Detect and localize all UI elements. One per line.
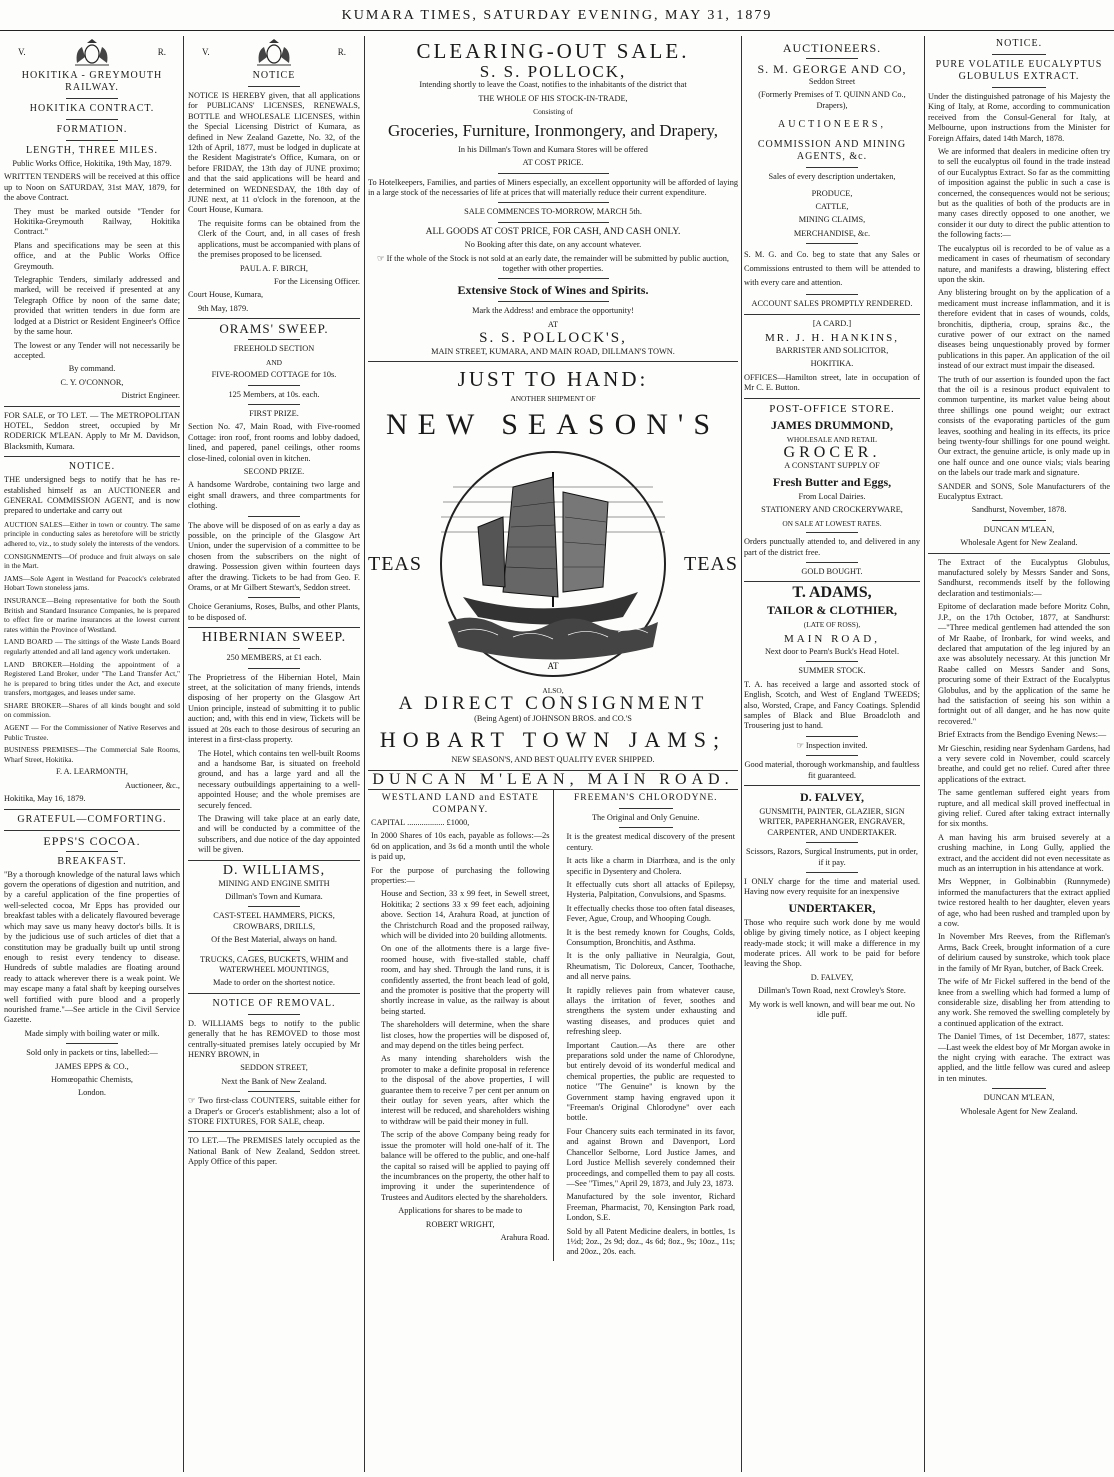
lowest-rates: ON SALE AT LOWEST RATES. xyxy=(782,518,882,528)
shares: In 2000 Shares of 10s each, payable as follows:—2s 6d on application, and 3s 6d a month until the whole is paid up, xyxy=(371,831,550,862)
epps-company: JAMES EPPS & CO., xyxy=(55,1061,129,1071)
gold-bought: GOLD BOUGHT. xyxy=(801,566,863,576)
euca-para: In November Mrs Reeves, from the Rifleman's Arms, Back Creek, brought information of a cure of delirium caused by sunstroke, which took place in the family of Mr Ryan, butcher, of Back Creek. xyxy=(938,932,1110,973)
list-item: AUCTION SALES—Either in town or country. The same principle in conducting sales as heretofore will be strictly adhered to, viz., to study solely the interests of the vendors. xyxy=(4,519,180,548)
freeman-ad xyxy=(554,790,739,1261)
apply: Applications for shares to be made to xyxy=(398,1206,523,1216)
wholesale-agent: Wholesale Agent for New Zealand. xyxy=(960,538,1078,548)
masthead: KUMARA TIMES, SATURDAY EVENING, MAY 31, 1879 xyxy=(0,2,1114,31)
new-seasons: NEW SEASON'S xyxy=(385,407,721,441)
list-item: JAMS—Sole Agent in Westland for Peacock's celebrated Hobart Town stoneless jams. xyxy=(4,573,180,593)
breakfast-title: BREAKFAST. xyxy=(57,855,127,867)
railway-title: HOKITIKA - GREYMOUTH RAILWAY. xyxy=(21,70,163,93)
clearing-sale-title: CLEARING-OUT SALE. xyxy=(416,39,690,63)
mark-address: Mark the Address! and embrace the opportunity! xyxy=(472,306,634,316)
chinese-junk-ship-icon xyxy=(433,447,673,682)
local-dairies: From Local Dairies. xyxy=(798,491,866,501)
hibernian-members: 250 MEMBERS, at £1 each. xyxy=(226,653,322,663)
royal-arms-header xyxy=(4,36,180,68)
auctioneers: AUCTIONEERS, xyxy=(778,119,886,131)
disposal-body: The above will be disposed of on as early a day as possible, on the principle of the Glasgow Art Union, under the supervision of a committee to be chosen from the subscribers on the night of drawing. Possession given within fourteen days after the drawing. Tickets to be had from Geo. F. Orams, or at Mr Gilbert Stewart's, Seddon street. xyxy=(188,520,360,593)
euca-para: The truth of our assertion is founded upon the fact that the oil is a resinous product equivalent to common turpentine, its market value being about three shillings one pound weight; our extract consists of the evaporating particles of the gum leaves, soothing and healing in its effects, its price being twenty-four shillings for one pound weight. Our extract, the genuine article, is only made up in one half ounce and one ounce vials; vials bearing on the labels our trade mark and signature. xyxy=(938,374,1110,478)
my-work: My work is well known, and will bear me out. No idle puff. xyxy=(749,999,915,1020)
card: [A CARD.] xyxy=(812,318,852,328)
duncan-mclean: DUNCAN M'LEAN, MAIN ROAD. xyxy=(372,770,734,788)
no-booking: No Booking after this date, on any account whatever. xyxy=(464,240,642,250)
ship-at-label: AT xyxy=(547,660,559,671)
hibernian-body: The Hotel, which contains ten well-built Rooms and a handsome Bar, is situated on freehold ground, and has a large yard and all the necessary outbuildings appertaining to a well-appointed House; and the whole premises are securely fenced. xyxy=(198,748,360,810)
freeman-point: It effectually cuts short all attacks of Epilepsy, Hysteria, Palpitation, Convulsions, and Spasms. xyxy=(566,879,735,900)
counters-ad xyxy=(188,1096,360,1127)
agent: (Being Agent) of JOHNSON BROS. and CO.'S xyxy=(474,713,632,723)
two-column-section xyxy=(368,790,738,1261)
commission: COMMISSION AND MINING AGENTS, &c. xyxy=(757,139,907,163)
williams-addr: Dillman's Town and Kumara. xyxy=(225,891,323,901)
birch-name: PAUL A. F. BIRCH, xyxy=(240,263,308,273)
list-item: CONSIGNMENTS—Of produce and fruit always on sale in the Mart. xyxy=(4,551,180,571)
duncan: DUNCAN M'LEAN, xyxy=(983,1093,1055,1103)
list-item: LAND BOARD — The sittings of the Waste Lands Board regularly attended and all land agency work undertaken. xyxy=(4,637,180,656)
column-2 xyxy=(188,36,360,1472)
undertaker: UNDERTAKER, xyxy=(788,900,876,915)
next-bank: Next the Bank of New Zealand. xyxy=(221,1076,327,1086)
formerly: (Formerly Premises of T. QUINN AND Co., Drapers), xyxy=(758,90,906,110)
purpose: For the purpose of purchasing the following properties:— xyxy=(371,865,550,885)
euca-para: Epitome of declaration made before Moritz Cohn, J.P., on the 17th October, 1877, at Sandhurst:—"Three medical gentlemen had attended the son of Mr Raabe, of Ironbark, for wind weeks, and declared that amputation of the leg injured by an axe was absolutely necessary. At this junction Mr Raabe called on Messrs Sander and Sons, procuring some of their Extract of the Eucalyptus Globulus, and by the application of the same he had the satisfaction of seeing his son within a fortnight out of all danger, and he has now quite recovered." xyxy=(938,602,1110,726)
produce: PRODUCE, xyxy=(811,188,853,198)
merchandise: MERCHANDISE, &c. xyxy=(793,228,871,238)
royal-arms-header xyxy=(188,36,360,68)
capital: CAPITAL .................. £1000, xyxy=(371,817,470,827)
smg-body: S. M. G. and Co. beg to state that any Sales or Commissions entrusted to them will be attended to with every care and attention. xyxy=(744,250,920,288)
wholesale-retail: WHOLESALE AND RETAIL xyxy=(786,434,878,444)
birch-title: For the Licensing Officer. xyxy=(273,276,360,286)
epps-title: EPPS'S COCOA. xyxy=(43,833,141,848)
orams-sweep-title: ORAMS' SWEEP. xyxy=(219,321,329,337)
column-3 xyxy=(368,36,738,1472)
list-item: INSURANCE—Being representative for both the South British and Standard Insurance Companies, he is prepared to effect fire or marine insurances at the lowest current rates within the Province of Westland. xyxy=(4,595,180,634)
another-shipment: ANOTHER SHIPMENT OF xyxy=(510,394,596,404)
freeman-point: It is the greatest medical discovery of the present century. xyxy=(566,832,735,852)
column-rule xyxy=(183,36,184,1472)
hibernian-body: The Proprietress of the Hibernian Hotel, Main street, at the solicitation of many friends, intends disposing of her property on the Glasgow Art Union principle, instead of submitting it to public auction; and, with this end in view, Tickets will be issued at 20s each to those desirous of securing an interest in a first-class property. xyxy=(188,672,360,745)
epps-body: "By a thorough knowledge of the natural laws which govern the operations of digestion and nutrition, and by a careful application of the fine properties of well-selected cocoa, Mr Epps has provided our breakfast tables with a delicately flavoured beverage which may save us many heavy doctor's bills. It is by the judicious use of such articles of diet that a constitution may be gradually built up until strong enough to resist every tendency to disease. Hundreds of subtle maladies are floating around ready to attack wherever there is a weak point. We may escape many a fatal shaft by keeping ourselves well fortified with pure blood and a properly nourished frame."—See article in the Civil Service Gazette. xyxy=(4,869,180,1025)
euca-para: Any blistering brought on by the application of a medicament must increase inflammation, and it is therefore evident that in cases of wounds, colds, bronchitis, diptheria, croup, sprains &c., the curative power of our extract on the named diseases being unquestionably proved by former publications in this paper. An application of the oil instead of our extract must impair the diseased. xyxy=(938,288,1110,371)
main-street: MAIN STREET, KUMARA, AND MAIN ROAD, DILLMAN'S TOWN. xyxy=(431,346,675,356)
westland-ad xyxy=(368,790,554,1261)
teas-right: TEAS xyxy=(684,552,738,575)
consisting: Consisting of xyxy=(533,107,573,117)
main-road: MAIN ROAD, xyxy=(784,632,880,645)
licensing-notice: NOTICE IS HEREBY given, that all applications for PUBLICANS' LICENSES, RENEWALS, BOTTLE and WHOLESALE LICENSES, within the Special Licensing District of Kumara, as defined in New Zealand Gazette, No. 32, of the 12th of April, 1877, must be lodged in duplicate at the Resident Magistrate's Office, Kumara, on or before FRIDAY, the 13th day of JUNE proximo; and that the said applications will be heard and determined on WEDNESDAY, the 18th day of JUNE next, at 11 o'clock in the forenoon, at the Court House, Kumara. xyxy=(188,91,360,215)
next-door: Next door to Pearn's Buck's Head Hotel. xyxy=(764,646,900,656)
just-to-hand: JUST TO HAND: xyxy=(457,367,649,392)
column-1 xyxy=(4,36,180,1472)
adams-body: T. A. has received a large and assorted stock of English, Scotch, and West of England TWEEDS; also, Worsted, Crape, and Fancy Coatings. Splendid samples of Black and Blue Broadcloth and Trousering just to hand. xyxy=(744,679,920,731)
learmonth-name: F. A. LEARMONTH, xyxy=(56,767,128,777)
scrip: The scrip of the above Company being ready for issue the promoter will hold one-half of it. The balance will be offered to the public, and one-half the capital so raised will be applied to paying off the incumbrances on the property, the other half to improving it under the superintendence of Trustees and Auditors elected by the shareholders. xyxy=(381,1130,550,1202)
euca-para: The same gentleman suffered eight years from rupture, and all medical skill proved ineffectual in giving relief. Cured after taking extract internally for six months. xyxy=(938,788,1110,829)
falvey-trades: GUNSMITH, PAINTER, GLAZIER, SIGN WRITER, PAPERHANGER, ENGRAVER, CARPENTER, AND UNDERTAKER. xyxy=(759,806,905,837)
second-prize-body: A handsome Wardrobe, containing two large and eight small drawers, and three compartments for clothing. xyxy=(188,480,360,511)
stationery: STATIONERY AND CROCKERYWARE, xyxy=(761,505,903,515)
williams-goods: CAST-STEEL HAMMERS, PICKS, CROWBARS, DRILLS, xyxy=(213,911,335,931)
vr-left: V. xyxy=(18,46,26,57)
office-date: Public Works Office, Hokitika, 19th May, 1879. xyxy=(12,159,172,168)
many-intending: As many intending shareholders wish the promoter to make a definite proposal in reference to the disposal of the above properties, I will guarantee them to receive 7 per cent per annum on their outlay for seven years, after which the interest will be reduced, and shareholders wishing to withdraw will be paid their money in full. xyxy=(381,1054,550,1126)
allotments: On one of the allotments there is a large five-roomed house, with five-stalled stable, chaff room, and hay shed. Through the land runs, it is confidently asserted, the front beach lead of gold, and the promoter is positive that the property will shortly increase in value, as the railway is about being started. xyxy=(381,944,550,1016)
sales: Sales of every description undertaken, xyxy=(768,172,896,182)
inspection-text: Inspection invited. xyxy=(805,740,868,750)
members: 125 Members, at 10s. each. xyxy=(228,389,320,399)
all-goods: ALL GOODS AT COST PRICE, FOR CASH, AND CASH ONLY. xyxy=(425,226,681,237)
account-sales: ACCOUNT SALES PROMPTLY RENDERED. xyxy=(751,299,913,309)
length-title: LENGTH, THREE MILES. xyxy=(25,145,159,156)
royal-crest-icon xyxy=(67,37,117,67)
williams-order: Made to order on the shortest notice. xyxy=(213,978,335,988)
tailor-clothier: TAILOR & CLOTHIER, xyxy=(766,603,898,618)
groceries-title: Groceries, Furniture, Ironmongery, and Drapery, xyxy=(387,120,719,140)
williams-trade: MINING AND ENGINE SMITH xyxy=(218,878,330,888)
orders: Orders punctually attended to, and delivered in any part of the district free. xyxy=(744,537,920,557)
freeman-point: It effectually checks those too often fatal diseases, Fever, Ague, Croup, and Whooping Cough. xyxy=(566,903,735,924)
hibernian-title: HIBERNIAN SWEEP. xyxy=(201,630,347,646)
pollock-intend: Intending shortly to leave the Coast, notifies to the inhabitants of the district that xyxy=(419,80,687,90)
sander: SANDER and SONS, Sole Manufacturers of the Eucalyptus Extract. xyxy=(938,481,1110,502)
george-title: S. M. GEORGE AND CO, xyxy=(757,62,907,76)
adams: T. ADAMS, xyxy=(792,584,872,602)
williams-goods: TRUCKS, CAGES, BUCKETS, WHIM and WATERWHEEL MOUNTINGS, xyxy=(199,954,349,974)
grocer: GROCER. xyxy=(783,444,881,462)
euca-para: Mrs Weppner, in Golbinabbin (Runnymede) informed the manufacturers that the extract applied twice restored health to her daughter, eleven years of age, who had been rushed and trampled upon by a cow. xyxy=(938,877,1110,929)
seddon-street: Seddon Street xyxy=(808,77,856,86)
teas-ship-block xyxy=(368,447,738,682)
hobart-jams: HOBART TOWN JAMS; xyxy=(379,727,727,753)
first-prize: FIRST PRIZE. xyxy=(249,408,299,418)
drummond: JAMES DRUMMOND, xyxy=(771,417,893,432)
at: AT xyxy=(547,319,559,329)
westland-title: WESTLAND LAND and ESTATE COMPANY. xyxy=(381,792,539,815)
those-require: Those who require such work done by me would oblige by giving timely notice, as I object keeping ready-made stock; it will make a difference in my moderate prices. All work to be paid for before leaving the Shop. xyxy=(744,917,920,969)
tender-body: Plans and specifications may be seen at this office, and at the Public Works Office Greymouth. xyxy=(14,240,180,271)
five-roomed: FIVE-ROOMED COTTAGE for 10s. xyxy=(211,370,337,380)
euca-para: The eucalyptus oil is recorded to be of value as a medicament in cases of rheumatism of secondary nature, and manifests a drawing, blistering effect upon the skin. xyxy=(938,243,1110,284)
list-item: BUSINESS PREMISES—The Commercial Sale Rooms, Wharf Street, Hokitika. xyxy=(4,745,180,764)
freeman-point: Important Caution.—As there are other preparations sold under the name of Chlorodyne, but entirely devoid of its wonderful medical and chemical properties, the public are requested to notice "The Genuine" is known by the Government stamp having engraved upon it "Freeman's Original Chlorodyne" over each bottle. xyxy=(566,1040,735,1123)
services-list xyxy=(4,520,180,765)
epps-company: London. xyxy=(78,1088,106,1098)
wines-title: Extensive Stock of Wines and Spirits. xyxy=(457,283,649,298)
to-let-ad: TO LET.—The PREMISES lately occupied as the National Bank of New Zealand, Seddon street. Apply Office of this paper. xyxy=(188,1136,360,1167)
dillman-road: Dillman's Town Road, next Crowley's Store. xyxy=(758,986,906,996)
royal-crest-icon xyxy=(249,37,299,67)
stores: In his Dillman's Town and Kumara Stores will be offered xyxy=(458,144,648,154)
freeman-point: It is the only palliative in Neuralgia, Gout, Rheumatism, Tic Doloreux, Cancer, Toothache, and all nerve pains. xyxy=(566,951,735,982)
williams-title: D. WILLIAMS, xyxy=(222,862,326,878)
column-rule xyxy=(364,36,365,1472)
euca-para: Mr Gieschin, residing near Sydenham Gardens, had a very severe cold in November, could scarcely breathe, and could get no relief. Cured after three applications of the extract. xyxy=(938,743,1110,784)
arahura: Arahura Road. xyxy=(500,1232,550,1242)
list-item: AGENT — For the Commissioner of Native Reserves and Public Trustee. xyxy=(4,723,180,742)
pollock-name: S. S. POLLOCK, xyxy=(479,62,627,81)
offices: OFFICES—Hamilton street, late in occupation of Mr C. E. Button. xyxy=(744,372,920,393)
freeman-point: Four Chancery suits each terminated in its favor, and against Brown and Davenport, Lord Chancellor Selborne, Lord Justice James, and Lord Justice Mellish severely condemned their proceedings, and compelled them to pay all costs.—See "Times," April 29, 1873, and July 23, 1873. xyxy=(566,1126,735,1188)
signature: C. Y. O'CONNOR, xyxy=(60,377,124,387)
removal-body: D. WILLIAMS begs to notify to the public generally that he has REMOVED to those most centrally-situated premises lately occupied by Mr HENRY BROWN, in xyxy=(188,1018,360,1060)
if-whole-text: If the whole of the Stock is not sold at an early date, the remainder will be submitted by public auction, together with other properties. xyxy=(386,253,729,274)
list-item: LAND BROKER—Holding the appointment of a Registered Land Broker, under "The Land Transfer Act," he is prepared to bring titles under the Act, and execute transfers, mortgages, and leases under same. xyxy=(4,659,180,698)
column-5 xyxy=(928,36,1110,1472)
wholesale-agent: Wholesale Agent for New Zealand. xyxy=(960,1106,1078,1116)
euca-para: We are informed that dealers in medicine often try to sell the eucalyptus oil found in the trade instead of our Eucalyptus Extract. So far as the committing of imposition against the public in such a case is concerned, the consequences would not be serious; but as the qualities of both of the products are in many cases directly opposed to one another, we consider it our duty to direct the public attention to the following facts:— xyxy=(938,147,1110,240)
notice-title: NOTICE xyxy=(252,70,296,81)
list-item: SHARE BROKER—Shares of all kinds bought and sold on commission. xyxy=(4,700,180,720)
late-of-ross: (LATE OF ROSS), xyxy=(803,620,861,630)
pointing-hand-icon: ☞ xyxy=(796,740,806,750)
mining-claims: MINING CLAIMS, xyxy=(798,215,866,225)
euca-para: The Daniel Times, of 1st December, 1877, states:—Last week the eldest boy of Mr Morgan awoke in the night crying with earache. The extract was applied, and the little fellow was cured and asleep in ten minutes. xyxy=(938,1032,1110,1083)
euca-para: A man having his arm bruised severely at a crushing machine, in Long Gully, applied the extract, and the accident did not even necessitate as much as an interruption in his attendance at work. xyxy=(938,832,1110,874)
freeman-point: It rapidly relieves pain from whatever cause, allays the irritation of fever, soothes and strengthens the system under exhausting and wasting diseases, and produces quiet and refreshing sleep. xyxy=(566,985,735,1037)
grateful-title: GRATEFUL—COMFORTING. xyxy=(17,813,167,825)
sandhurst: Sandhurst, November, 1878. xyxy=(971,505,1067,515)
scissors: Scissors, Razors, Surgical Instruments, put in order, if it pay. xyxy=(746,847,918,867)
only-charge: I ONLY charge for the time and material used. Having now every requisite for an inexpensive xyxy=(744,877,920,897)
and: AND xyxy=(265,357,282,367)
notice-title: NOTICE. xyxy=(995,38,1043,49)
hotel-body: To Hotelkeepers, Families, and parties of Miners especially, an excellent opportunity will be afforded of laying in a large stock of the necessaries of life at prices that will materially reduce their current expenditure. xyxy=(368,177,738,198)
first-prize-body: Section No. 47, Main Road, with Five-roomed Cottage: iron roof, front rooms and lobby dadoed, lined, and papered, panel ceilings, other rooms close-lined, colonial oven in kitchen. xyxy=(188,422,360,463)
notice-intro: THE undersigned begs to notify that he has re-established himself as an AUCTIONEER and GENERAL COMMISSION AGENT, and is now prepared to undertake and carry out xyxy=(4,475,180,516)
epps-company: Homœopathic Chemists, xyxy=(50,1074,134,1084)
pollock-whole: THE WHOLE OF HIS STOCK-IN-TRADE, xyxy=(478,93,628,103)
auctioneers-title: AUCTIONEERS. xyxy=(782,41,882,55)
sale-commences: SALE COMMENCES TO-MORROW, MARCH 5th. xyxy=(464,207,642,217)
hibernian-body: The Drawing will take place at an early date, and will be conducted by a committee of the subscribers, and due notice of the day appointed will be given. xyxy=(198,813,360,855)
pointing-hand-icon: ☞ xyxy=(377,253,387,263)
cattle: CATTLE, xyxy=(815,202,849,212)
epps-made: Made simply with boiling water or milk. xyxy=(24,1028,160,1038)
choice-plants: Choice Geraniums, Roses, Bulbs, and other Plants, to be disposed of. xyxy=(188,602,360,622)
teas-left: TEAS xyxy=(368,552,422,575)
epps-sold: Sold only in packets or tins, labelled:— xyxy=(26,1048,158,1058)
freeman-title: FREEMAN'S CHLORODYNE. xyxy=(573,792,718,803)
pollocks: S. S. POLLOCK'S, xyxy=(479,330,627,347)
pointing-hand-icon: ☞ xyxy=(188,1096,199,1106)
tender-body: Telegraphic Tenders, similarly addressed and marked, will be received if presented at any Telegraph Office by noon of the same date; provided that written tenders in due form are lodged at a District or Resident Engineer's Office by the same hour. xyxy=(14,275,180,337)
for-sale-ad: FOR SALE, or TO LET. — The METROPOLITAN HOTEL, Seddon street, occupied by Mr RODERICK M'LEAN. Apply to Mr M. Davidson, Blacksmith, Kumara. xyxy=(4,410,180,451)
vr-right: R. xyxy=(157,46,166,57)
freeman-point: It is the best remedy known for Coughs, Colds, Consumption, Bronchitis, and Asthma. xyxy=(566,927,735,947)
euca-para: Under the distinguished patronage of his Majesty the King of Italy, at Rome, according to communication received from the Consul-General for Italy, at Melbourne, upon instructions from the Minister for Foreign Affairs, dated 14th March, 1878. xyxy=(928,92,1110,143)
good-material: Good material, thorough workmanship, and faultless fit guaranteed. xyxy=(744,760,920,780)
second-prize: SECOND PRIZE. xyxy=(243,466,305,476)
column-rule xyxy=(741,36,742,1472)
tender-body: The lowest or any Tender will not necessarily be accepted. xyxy=(14,340,180,360)
euca-para: Brief Extracts from the Bendigo Evening News:— xyxy=(938,730,1107,740)
by-command: By command. xyxy=(68,364,116,374)
formation-title: FORMATION. xyxy=(56,124,128,135)
original: The Original and Only Genuine. xyxy=(591,812,700,822)
cost-price: AT COST PRICE. xyxy=(522,158,584,168)
signature-title: District Engineer. xyxy=(121,391,180,401)
new-best: NEW SEASON'S, AND BEST QUALITY EVER SHIPPED. xyxy=(451,755,655,765)
birch-place: Court House, Kumara, xyxy=(188,290,264,300)
freeman-point: Sold by all Patent Medicine dealers, in bottles, 1s 1½d; 2oz., 2s 9d; doz., 4s 6d; 8oz., 9s; 10oz., 11s; and 20oz., 20s. each. xyxy=(566,1226,735,1257)
birch-date: 9th May, 1879. xyxy=(198,303,249,313)
column-rule xyxy=(924,36,925,1472)
summer-stock: SUMMER STOCK. xyxy=(798,666,866,676)
tender-body: They must be marked outside "Tender for Hokitika-Greymouth Railway, Hokitika Contract." xyxy=(14,206,180,237)
hankins-title: MR. J. H. HANKINS, xyxy=(764,332,900,345)
seddon-street: SEDDON STREET, xyxy=(240,1063,308,1073)
constant-supply: A CONSTANT SUPPLY OF xyxy=(784,461,880,471)
barrister: BARRISTER AND SOLICITOR, xyxy=(775,346,889,356)
vr-left: V. xyxy=(202,46,210,57)
freeman-point: It acts like a charm in Diarrhœa, and is the only specific in Dysentery and Cholera. xyxy=(566,856,735,876)
properties: House and Section, 33 x 99 feet, in Sewell street, Hokitika; 2 sections 33 x 99 feet each, adjoining above. Section 14, Arahura Road, at junction of the Christchurch Road and the proposed railway, which will be divided into 20 building allotments. xyxy=(381,889,550,940)
learmonth-date: Hokitika, May 16, 1879. xyxy=(4,794,86,804)
duncan: DUNCAN M'LEAN, xyxy=(983,524,1055,534)
tender-body: WRITTEN TENDERS will be received at this office up to Noon on SATURDAY, 31st MAY, 1879, for the above Contract. xyxy=(4,172,180,203)
freeman-point: Manufactured by the sole inventor, Richard Freeman, Pharmacist, 70, Kensington Park road, London, S.E. xyxy=(566,1192,735,1223)
also: ALSO, xyxy=(542,685,564,695)
euca-para: The Extract of the Eucalyptus Globulus, manufactured solely by Messrs Sander and Sons, Sandhurst, recommends itself by the following declaration and testimonials:— xyxy=(938,557,1110,598)
wright: ROBERT WRIGHT, xyxy=(425,1219,495,1229)
learmonth-title: Auctioneer, &c., xyxy=(125,780,180,790)
removal-title: NOTICE OF REMOVAL. xyxy=(212,997,336,1009)
notice-title: NOTICE. xyxy=(68,461,116,473)
freehold: FREEHOLD SECTION xyxy=(233,344,315,354)
contract-title: HOKITIKA CONTRACT. xyxy=(29,103,155,114)
falvey-sig: D. FALVEY, xyxy=(810,972,854,982)
vr-right: R. xyxy=(337,46,346,57)
inspection xyxy=(744,741,920,751)
counters-text: Two first-class COUNTERS, suitable either for a Draper's or Grocer's establishment; also a lot of STORE FIXTURES, FOR SALE, cheap. xyxy=(188,1096,360,1127)
euca-para: The wife of Mr Fickel suffered in the bend of the knee from a swelling which had formed a lump of considerable size, disabling her from attending to any work. She removed the swelling completely by a continued application of the extract. xyxy=(938,977,1110,1028)
if-whole xyxy=(368,254,738,275)
williams-material: Of the Best Material, always on hand. xyxy=(211,935,337,945)
direct-consignment: A DIRECT CONSIGNMENT xyxy=(398,693,708,715)
hokitika: HOKITIKA. xyxy=(810,359,854,369)
butter-eggs: Fresh Butter and Eggs, xyxy=(772,474,892,489)
eucalyptus-title: PURE VOLATILE EUCALYPTUS GLOBULUS EXTRACT. xyxy=(935,59,1103,82)
shareholders: The shareholders will determine, when the share list closes, how the properties will be disposed of, and may depend on the titles being perfect. xyxy=(381,1020,550,1051)
licensing-notice: The requisite forms can be obtained from the Clerk of the Court, and, in all cases of fresh applications, must be accompanied with plans of the premises proposed to be licensed. xyxy=(198,218,360,260)
post-office-store: POST-OFFICE STORE. xyxy=(769,402,895,415)
column-4 xyxy=(744,36,920,1472)
falvey: D. FALVEY, xyxy=(800,789,864,804)
